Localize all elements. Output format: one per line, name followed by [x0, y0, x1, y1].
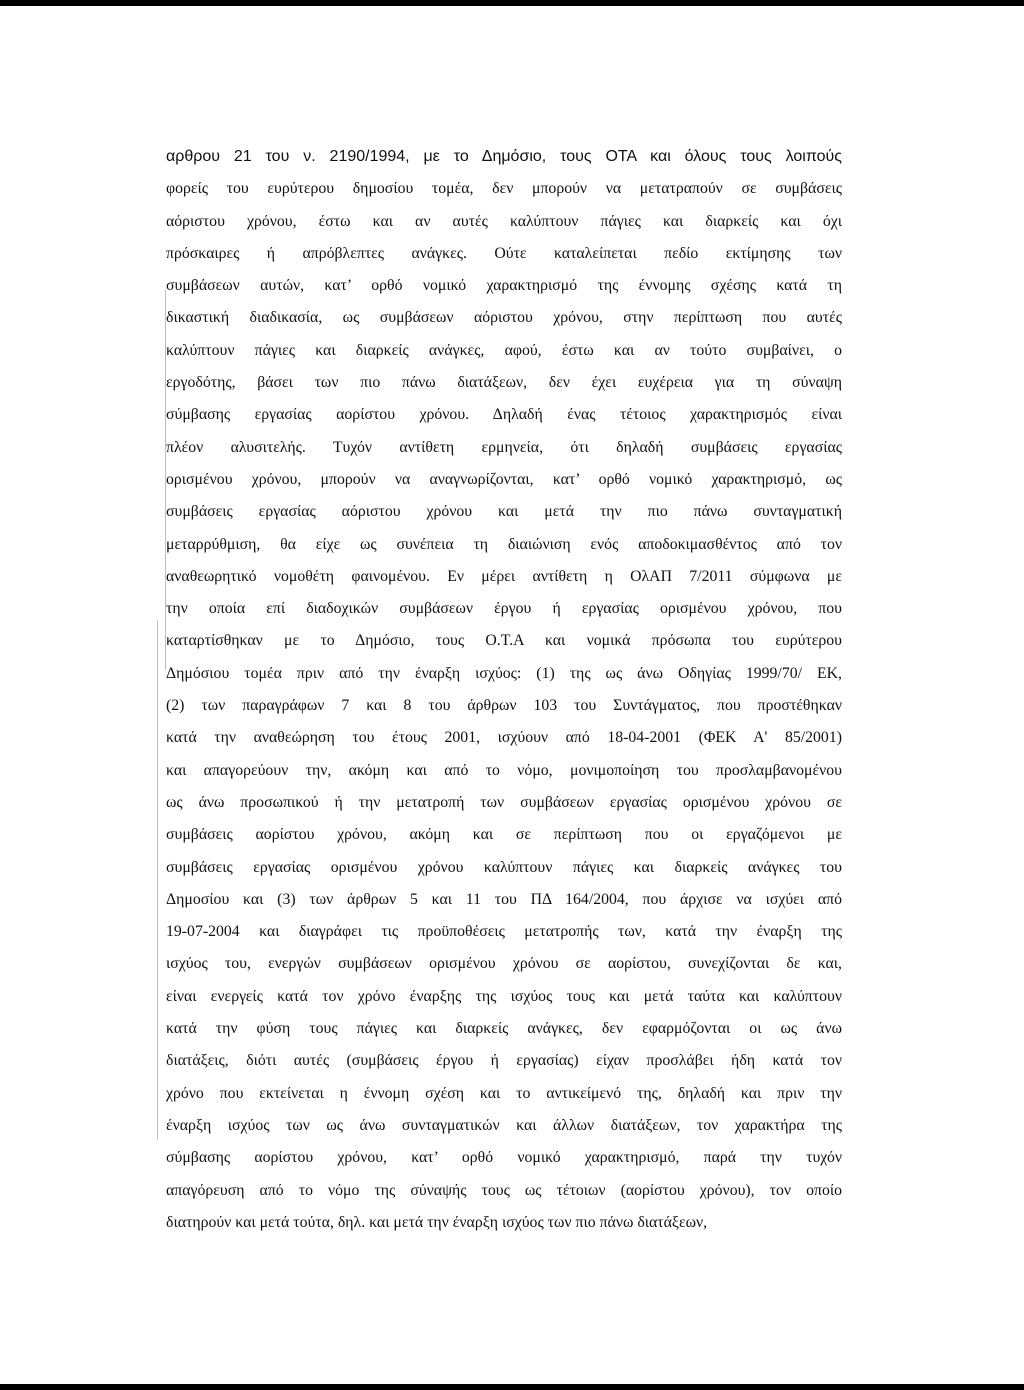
text-line: ορισμένου χρόνου, μπορούν να αναγνωρίζονται, κατ’ ορθό νομικό χαρακτηρισμό, ως: [166, 470, 842, 488]
scan-border-bottom: [0, 1384, 1024, 1390]
text-line: είναι ενεργείς κατά τον χρόνο έναρξης της ισχύος τους και μετά ταύτα και καλύπτουν: [166, 987, 842, 1005]
text-line: σύμβασης αορίστου χρόνου, κατ’ ορθό νομικό χαρακτηρισμό, παρά την τυχόν: [166, 1149, 842, 1167]
text-line: μεταρρύθμιση, θα είχε ως συνέπεια τη διαιώνιση ενός αποδοκιμασθέντος από τον: [166, 535, 842, 553]
body-text: [166, 141, 842, 1239]
margin-rule-lower: [157, 620, 158, 1140]
text-line: Δημόσιου τομέα πριν από την έναρξη ισχύος: (1) της ως άνω Οδηγίας 1999/70/ ΕΚ,: [166, 664, 842, 682]
text-line: συμβάσεις εργασίας αόριστου χρόνου και μετά την πιο πάνω συνταγματική: [166, 503, 842, 521]
text-line: την οποία επί διαδοχικών συμβάσεων έργου ή εργασίας ορισμένου χρόνου, που: [166, 600, 842, 618]
text-line: καταρτίσθηκαν με το Δημόσιο, τους Ο.Τ.Α και νομικά πρόσωπα του ευρύτερου: [166, 632, 842, 650]
text-line: πλέον αλυσιτελής. Τυχόν αντίθετη ερμηνεία, ότι δηλαδή συμβάσεις εργασίας: [166, 438, 842, 456]
text-line: συμβάσεων αυτών, κατ’ ορθό νομικό χαρακτηρισμό της έννομης σχέσης κατά τη: [166, 277, 842, 295]
text-line: κατά την αναθεώρηση του έτους 2001, ισχύουν από 18-04-2001 (ΦΕΚ Α' 85/2001): [166, 729, 842, 747]
text-line: (2) των παραγράφων 7 και 8 του άρθρων 103 του Συντάγματος, που προστέθηκαν: [166, 697, 842, 715]
text-line: δικαστική διαδικασία, ως συμβάσεων αόριστου χρόνου, στην περίπτωση που αυτές: [166, 309, 842, 327]
text-line: συμβάσεις αορίστου χρόνου, ακόμη και σε περίπτωση που οι εργαζόμενοι με: [166, 826, 842, 844]
text-line: ισχύος του, ενεργών συμβάσεων ορισμένου χρόνου σε αορίστου, συνεχίζονται δε και,: [166, 955, 842, 973]
text-line: ως άνω προσωπικού ή την μετατροπή των συμβάσεων εργασίας ορισμένου χρόνου σε: [166, 793, 842, 811]
text-line: αναθεωρητικό νομοθέτη φαινομένου. Εν μέρει αντίθετη η ΟλΑΠ 7/2011 σύμφωνα με: [166, 567, 842, 585]
text-line: και απαγορεύουν την, ακόμη και από το νόμο, μονιμοποίηση του προσλαμβανομένου: [166, 761, 842, 779]
text-line: απαγόρευση από το νόμο της σύναψής τους ως τέτοιων (αορίστου χρόνου), τον οποίο: [166, 1181, 842, 1199]
text-line: αρθρου 21 του ν. 2190/1994, με το Δημόσιο, τους ΟΤΑ και όλους τους λοιπούς: [166, 148, 842, 165]
text-line: φορείς του ευρύτερου δημοσίου τομέα, δεν μπορούν να μετατραπούν σε συμβάσεις: [166, 180, 842, 198]
text-line: αόριστου χρόνου, έστω και αν αυτές καλύπτουν πάγιες και διαρκείς και όχι: [166, 212, 842, 230]
text-line: καλύπτουν πάγιες και διαρκείς ανάγκες, αφού, έστω και αν τούτο συμβαίνει, ο: [166, 341, 842, 359]
scan-border-top: [0, 0, 1024, 6]
text-line: 19-07-2004 και διαγράφει τις προϋποθέσεις μετατροπής των, κατά την έναρξη της: [166, 923, 842, 941]
text-line: εργοδότης, βάσει των πιο πάνω διατάξεων, δεν έχει ευχέρεια για τη σύναψη: [166, 374, 842, 392]
text-line: χρόνο που εκτείνεται η έννομη σχέση και το αντικείμενό της, δηλαδή και πριν την: [166, 1084, 842, 1102]
text-line: έναρξη ισχύος των ως άνω συνταγματικών και άλλων διατάξεων, τον χαρακτήρα της: [166, 1116, 842, 1134]
text-line: διατάξεις, διότι αυτές (συμβάσεις έργου ή εργασίας) είχαν προσλάβει ήδη κατά τον: [166, 1052, 842, 1070]
text-line: πρόσκαιρες ή απρόβλεπτες ανάγκες. Ούτε καταλείπεται πεδίο εκτίμησης των: [166, 244, 842, 262]
text-line: κατά την φύση τους πάγιες και διαρκείς ανάγκες, δεν εφαρμόζονται οι ως άνω: [166, 1020, 842, 1038]
text-line: σύμβασης εργασίας αορίστου χρόνου. Δηλαδή ένας τέτοιος χαρακτηρισμός είναι: [166, 406, 842, 424]
text-line: Δημοσίου και (3) των άρθρων 5 και 11 του ΠΔ 164/2004, που άρχισε να ισχύει από: [166, 890, 842, 908]
text-line: διατηρούν και μετά τούτα, δηλ. και μετά την έναρξη ισχύος των πιο πάνω διατάξεων,: [166, 1213, 708, 1231]
text-line: συμβάσεις εργασίας ορισμένου χρόνου καλύπτουν πάγιες και διαρκείς ανάγκες του: [166, 858, 842, 876]
